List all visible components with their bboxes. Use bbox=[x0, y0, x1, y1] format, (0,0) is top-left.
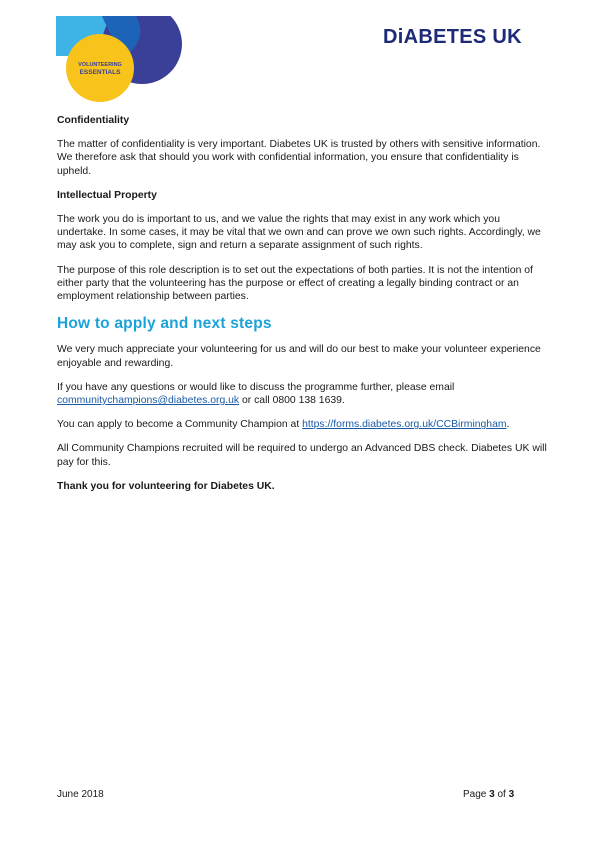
footer-date: June 2018 bbox=[57, 789, 104, 800]
footer-page-number: Page 3 of 3 bbox=[463, 789, 515, 800]
questions-paragraph: If you have any questions or would like to discuss the programme further, please email communitychampions@diabetes.org.uk or call 0800 138 1639. bbox=[57, 381, 455, 407]
confidentiality-paragraph: The matter of confidentiality is very important. Diabetes UK is trusted by others with sensitive information. We therefore ask that should you work with confidential information, you ensure that confidentiality is upheld. bbox=[57, 139, 541, 177]
volunteering-essentials-badge bbox=[56, 16, 188, 104]
apply-paragraph: You can apply to become a Community Champion at https://forms.diabetes.org.uk/CCBirmingham. bbox=[57, 419, 510, 431]
diabetes-uk-logo: DiABETES UK bbox=[383, 26, 522, 48]
badge-line2: ESSENTIALS bbox=[79, 69, 121, 76]
document-body bbox=[57, 114, 547, 504]
appreciate-paragraph: We very much appreciate your volunteering for us and will do our best to make your volunteer experience enjoyable and rewarding. bbox=[57, 344, 541, 369]
dbs-paragraph: All Community Champions recruited will be required to undergo an Advanced DBS check. Diabetes UK will pay for this. bbox=[57, 443, 547, 468]
badge-line1: VOLUNTEERING bbox=[78, 62, 122, 68]
email-link[interactable]: communitychampions@diabetes.org.uk bbox=[57, 395, 240, 407]
apply-form-link[interactable]: https://forms.diabetes.org.uk/CCBirmingham bbox=[302, 419, 507, 431]
intellectual-property-paragraph: The work you do is important to us, and we value the rights that may exist in any work which you undertake. In some cases, it may be vital that we own and can prove we own such rights. Accordingly, we may ask you to complete, sign and return a separate assignment of such rights. bbox=[57, 214, 541, 252]
thanks-paragraph: Thank you for volunteering for Diabetes UK. bbox=[57, 480, 275, 492]
confidentiality-heading: Confidentiality bbox=[57, 115, 130, 126]
how-to-apply-heading: How to apply and next steps bbox=[57, 315, 272, 333]
purpose-paragraph: The purpose of this role description is to set out the expectations of both parties. It is not the intention of either party that the volunteering has the purpose or effect of creating a legally binding contract or an employment relationship between parties. bbox=[57, 264, 533, 303]
intellectual-property-heading: Intellectual Property bbox=[57, 189, 157, 201]
